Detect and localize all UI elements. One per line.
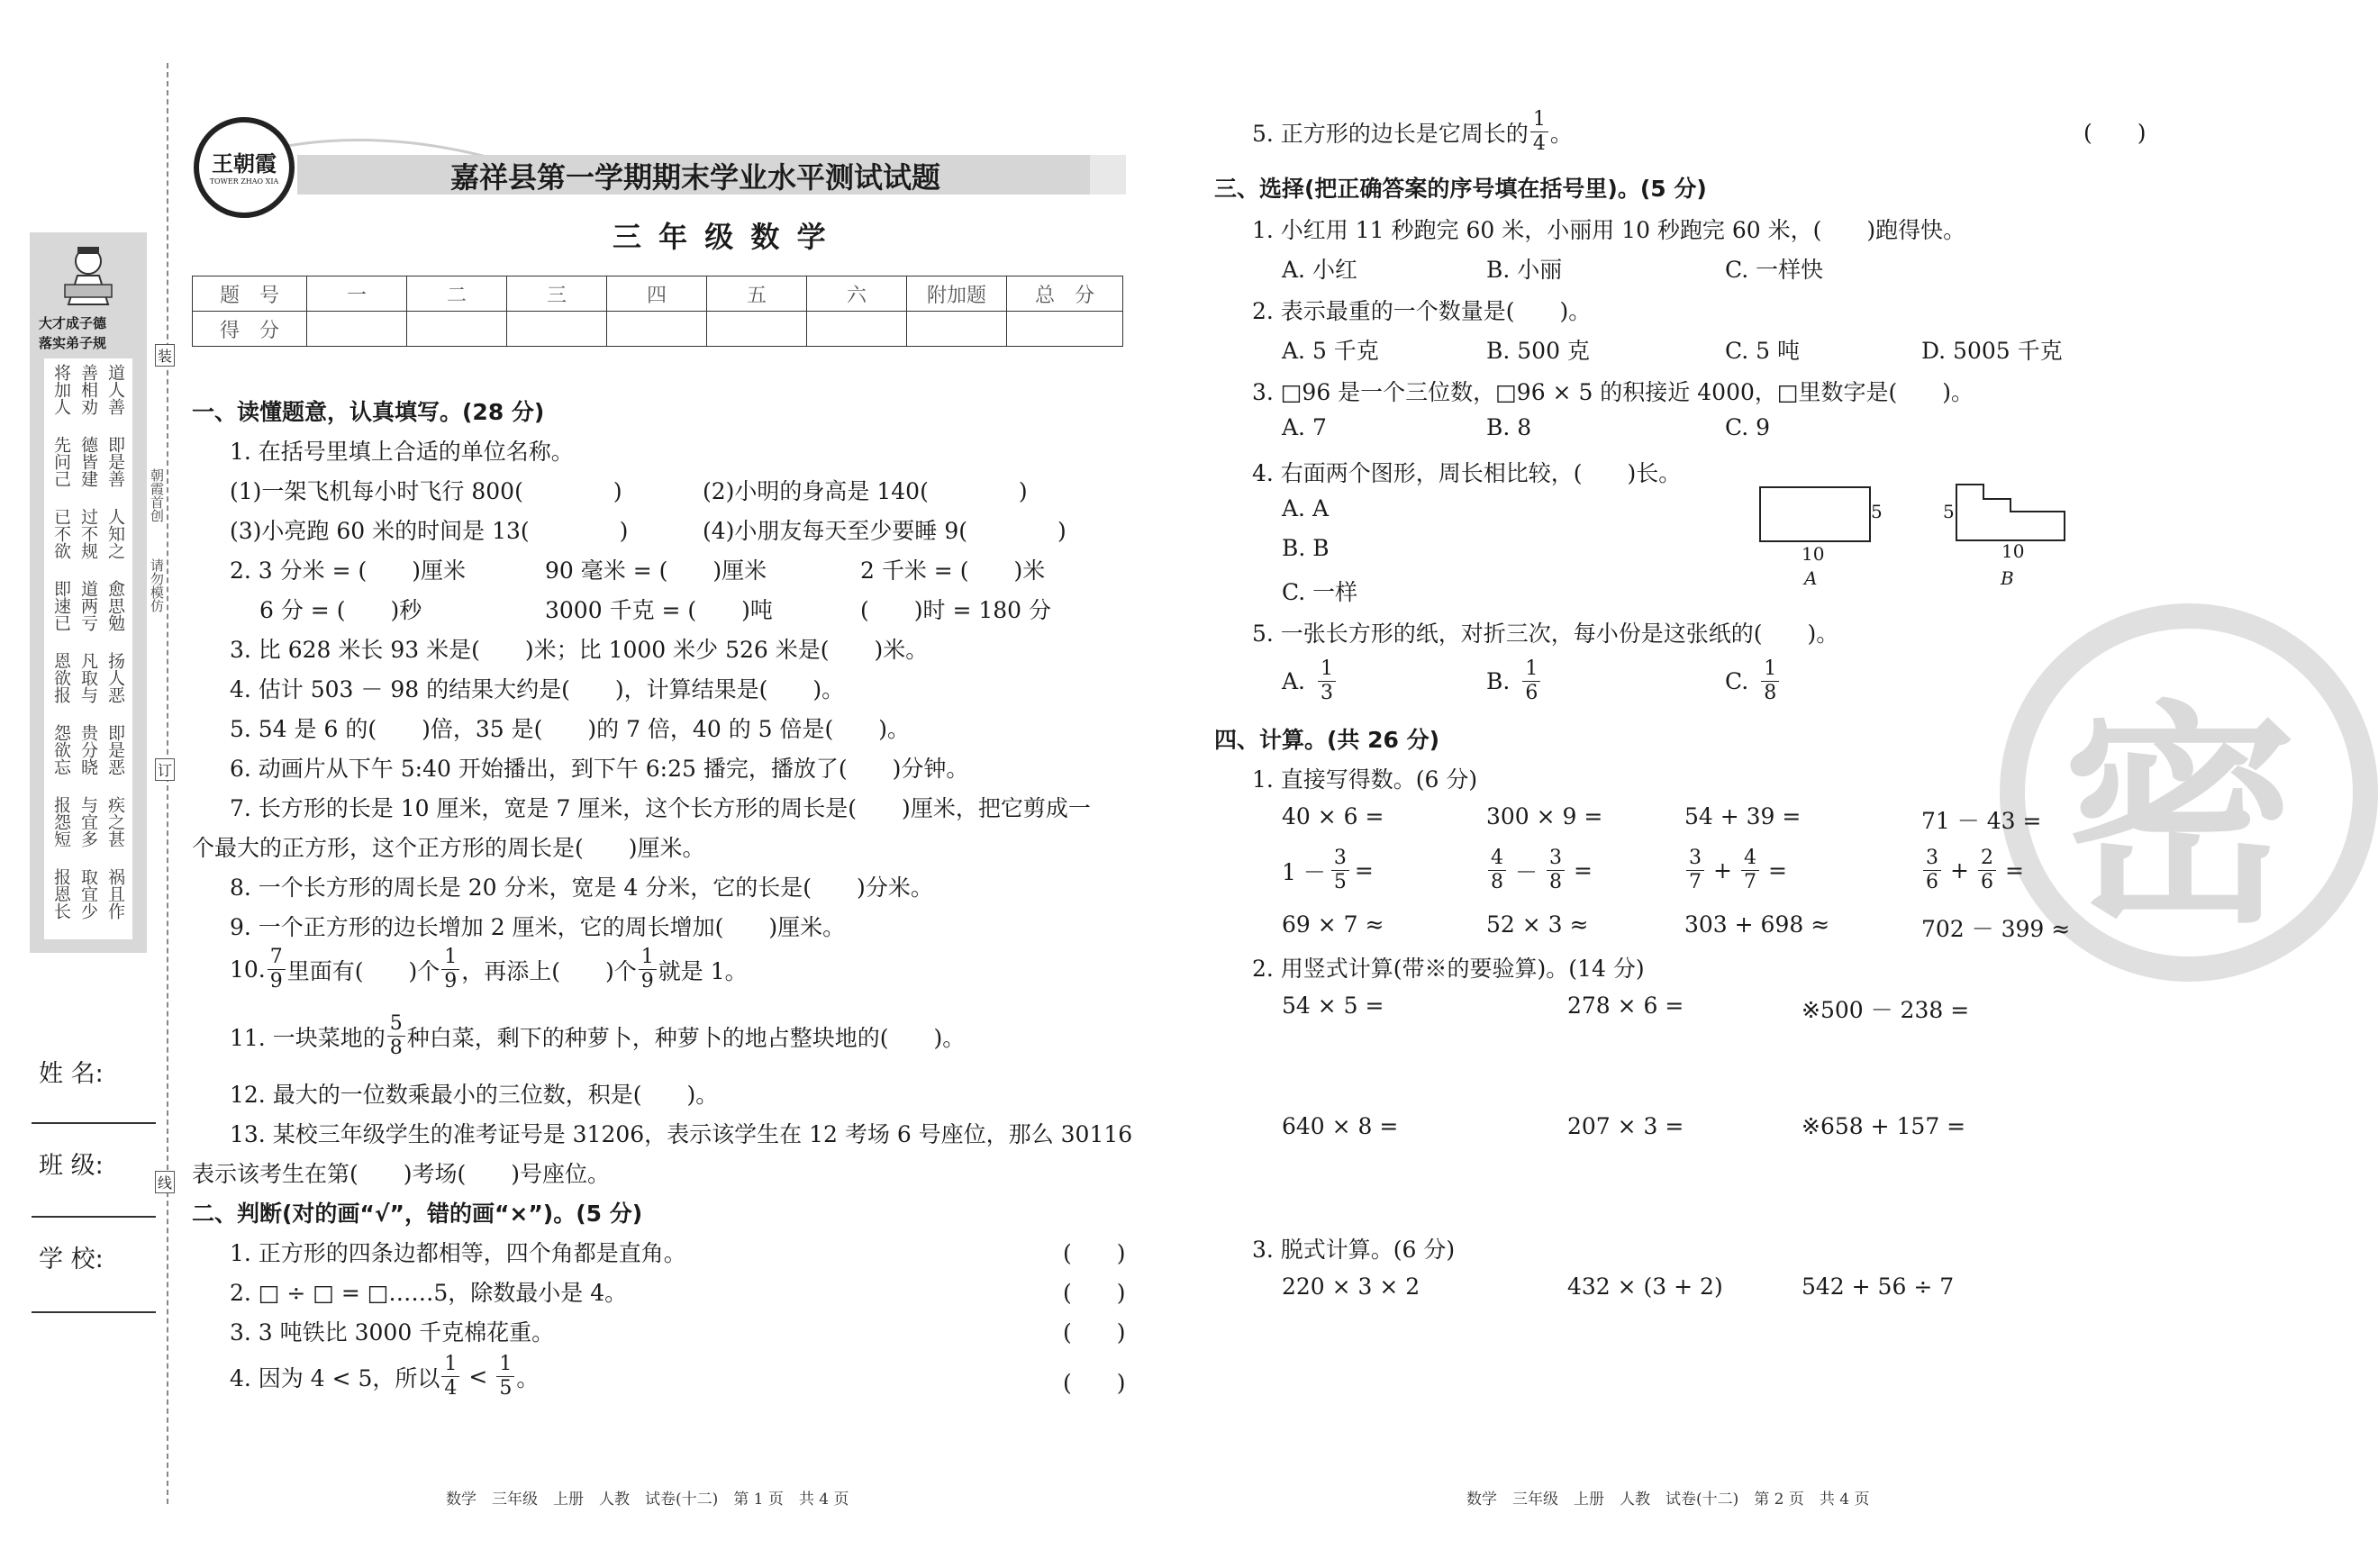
equals: =	[1574, 857, 1593, 884]
calc-1-item: 71 － 43 =	[1921, 808, 2042, 834]
fraction-1-5: $\frac{1}{5}$	[496, 1353, 514, 1400]
choice-2-option-b[interactable]: B. 500 克	[1486, 338, 1590, 364]
score-header-cell: 一	[307, 276, 407, 312]
calc-1-item: 300 × 9 =	[1486, 803, 1603, 829]
calc-2-item: 640 × 8 =	[1282, 1113, 1399, 1139]
score-cell[interactable]	[607, 312, 707, 347]
score-header-cell: 总 分	[1007, 276, 1123, 312]
question-6: 6. 动画片从下午 5:40 开始播出，到下午 6:25 播完，播放了( )分钟。	[230, 756, 969, 782]
fraction-4-7: $\frac{4}{7}$	[1741, 847, 1759, 894]
q11-text-1: 11. 一块菜地的	[230, 1024, 386, 1051]
motto-col: 疾之甚	[105, 796, 125, 847]
motto-title-1: 大才成子德	[39, 315, 107, 331]
q10-text-2: ，再添上( )个	[461, 957, 637, 984]
calc-1-item: 40 × 6 =	[1282, 803, 1384, 829]
choice-1-option-b[interactable]: B. 小丽	[1486, 257, 1563, 283]
choice-3-option-c[interactable]: C. 9	[1725, 414, 1771, 440]
confidential-stamp-char: 密	[2063, 683, 2297, 955]
side-note-chuangzuo: 朝霞首创	[149, 468, 165, 522]
motto-col: 善相劝	[78, 364, 98, 415]
scholar-illustration	[52, 241, 124, 313]
calc-1: 1. 直接写得数。(6 分)	[1252, 766, 1478, 793]
name-label: 姓 名:	[39, 1060, 104, 1088]
figure-a-height-label: 5	[1871, 501, 1883, 522]
choice-1-option-c[interactable]: C. 一样快	[1725, 257, 1824, 283]
motto-col: 道人善	[105, 364, 125, 415]
calc-2-item: 278 × 6 =	[1567, 992, 1684, 1019]
plus: +	[1950, 857, 1969, 884]
question-2-e: 3000 千克 = ( )吨	[545, 597, 773, 623]
calc-1-item: 69 × 7 ≈	[1282, 911, 1384, 938]
q11-text-2: 种白菜，剩下的种萝卜，种萝卜的地占整块地的( )。	[406, 1024, 966, 1051]
question-9: 9. 一个正方形的边长增加 2 厘米，它的周长增加( )厘米。	[230, 914, 846, 940]
motto-col: 恩欲报	[51, 652, 71, 703]
calc-1-fraction-item	[1684, 847, 1787, 894]
choice-4-option-b[interactable]: B. B	[1282, 535, 1330, 561]
binding-line	[167, 63, 168, 1504]
equals: =	[1354, 857, 1374, 884]
score-header-cell: 四	[607, 276, 707, 312]
judge-1: 1. 正方形的四条边都相等，四个角都是直角。	[230, 1240, 686, 1266]
motto-col: 愈思勉	[105, 580, 125, 631]
score-table	[192, 276, 1123, 347]
figure-a-width-label: 10	[1802, 543, 1825, 565]
choice-5-option-a[interactable]	[1282, 657, 1338, 705]
motto-col: 报怨短	[51, 796, 71, 847]
figure-b-height-label: 5	[1943, 501, 1955, 522]
question-2-d: 6 分 = ( )秒	[259, 597, 422, 623]
choice-1: 1. 小红用 11 秒跑完 60 米，小丽用 10 秒跑完 60 米，( )跑得快。	[1252, 217, 1966, 243]
fraction-1-4: $\frac{1}{4}$	[441, 1353, 459, 1400]
answer-paren[interactable]: ( )	[1063, 1280, 1126, 1306]
question-1: 1. 在括号里填上合适的单位名称。	[230, 439, 574, 465]
motto-sidebar	[30, 232, 147, 953]
motto-col: 怨欲忘	[51, 724, 71, 775]
score-cell[interactable]	[1007, 312, 1123, 347]
calc-1-item: 54 + 39 =	[1684, 803, 1802, 829]
section-4-heading: 四、计算。(共 26 分)	[1214, 727, 1440, 753]
question-2-a: 2. 3 分米 = ( )厘米	[230, 557, 467, 584]
motto-col: 先问己	[51, 436, 71, 487]
question-1-3: (3)小亮跑 60 米的时间是 13( )	[230, 518, 629, 544]
motto-col: 人知之	[105, 508, 125, 559]
fraction-1-8: $\frac{1}{8}$	[1761, 657, 1779, 705]
choice-5-option-c[interactable]	[1725, 657, 1781, 705]
judge-3: 3. 3 吨铁比 3000 千克棉花重。	[230, 1319, 555, 1346]
calc-3-item: 220 × 3 × 2	[1282, 1273, 1420, 1300]
fraction-1-4: $\frac{1}{4}$	[1530, 108, 1548, 156]
score-cell[interactable]	[407, 312, 507, 347]
side-note-xian: 线	[155, 1171, 175, 1193]
fraction-1-3: $\frac{1}{3}$	[1318, 657, 1336, 705]
exam-title: 嘉祥县第一学期期末学业水平测试试题	[450, 160, 941, 195]
score-cell[interactable]	[807, 312, 907, 347]
j4-text-3: 。	[516, 1364, 540, 1391]
fraction-2-6: $\frac{2}{6}$	[1978, 847, 1996, 894]
motto-text-panel	[44, 358, 132, 939]
score-header-cell: 附加题	[907, 276, 1007, 312]
score-header-cell: 五	[707, 276, 807, 312]
figure-a-label: A	[1804, 567, 1818, 589]
question-7-line-2: 个最大的正方形，这个正方形的周长是( )厘米。	[192, 835, 705, 861]
score-header-cell: 题 号	[193, 276, 307, 312]
brand-logo-text: 王朝霞	[212, 150, 277, 177]
minus: －	[1515, 858, 1538, 885]
motto-col: 祸且作	[105, 868, 125, 920]
judge-5	[1252, 108, 1573, 156]
calc-3-item: 432 × (3 + 2)	[1567, 1273, 1723, 1300]
choice-1-option-a[interactable]: A. 小红	[1282, 257, 1357, 283]
score-header-cell: 六	[807, 276, 907, 312]
section-1-heading: 一、读懂题意，认真填写。(28 分)	[192, 399, 545, 425]
fraction-1-6: $\frac{1}{6}$	[1522, 657, 1540, 705]
question-13-line-1: 13. 某校三年级学生的准考证号是 31206，表示该学生在 12 考场 6 号座位，那么 30116	[230, 1121, 1133, 1147]
fraction-7-9: $\frac{7}{9}$	[268, 946, 286, 993]
choice-4-option-a[interactable]: A. A	[1282, 495, 1330, 521]
fraction-1-9: $\frac{1}{9}$	[441, 946, 459, 993]
calc-2-item: ※658 + 157 =	[1802, 1113, 1966, 1139]
question-10	[230, 946, 748, 993]
question-13-line-2: 表示该考生在第( )考场( )号座位。	[192, 1161, 611, 1187]
choice-4: 4. 右面两个图形，周长相比较，( )长。	[1252, 460, 1682, 486]
one-minus: 1 －	[1282, 858, 1326, 885]
question-5: 5. 54 是 6 的( )倍，35 是( )的 7 倍，40 的 5 倍是( )。	[230, 716, 910, 742]
calc-2-item: ※500 － 238 =	[1802, 997, 1970, 1023]
j5-text-2: 。	[1549, 120, 1573, 147]
plus: +	[1713, 857, 1732, 884]
motto-col: 过不规	[78, 508, 98, 559]
fraction-3-5: $\frac{3}{5}$	[1331, 847, 1349, 894]
motto-col: 凡取与	[78, 652, 98, 703]
motto-col: 已不欲	[51, 508, 71, 559]
c5-c-label: C.	[1725, 668, 1749, 694]
motto-col: 将加人	[51, 364, 71, 415]
calc-1-fraction-item	[1282, 847, 1374, 894]
calc-1-item: 303 + 698 ≈	[1684, 911, 1830, 938]
score-row-label: 得 分	[193, 312, 307, 347]
fraction-1-9: $\frac{1}{9}$	[639, 946, 657, 993]
motto-col: 即是恶	[105, 724, 125, 775]
brand-logo	[194, 117, 295, 218]
figure-b-label: B	[2001, 567, 2014, 589]
judge-4	[230, 1353, 539, 1400]
calc-1-item: 52 × 3 ≈	[1486, 911, 1589, 938]
choice-3-option-b[interactable]: B. 8	[1486, 414, 1532, 440]
brand-logo-small: TOWER ZHAO XIA	[209, 177, 279, 186]
calc-2-item: 54 × 5 =	[1282, 992, 1384, 1019]
footer-page-2: 数学 三年级 上册 人教 试卷(十二) 第 2 页 共 4 页	[1466, 1491, 1870, 1509]
fraction-3-8: $\frac{3}{8}$	[1547, 847, 1565, 894]
score-header-cell: 二	[407, 276, 507, 312]
side-note-mofang: 请勿模仿	[149, 558, 165, 612]
calc-1-item: 702 － 399 ≈	[1921, 916, 2071, 942]
section-2-heading: 二、判断(对的画“√”，错的画“×”)。(5 分)	[192, 1201, 643, 1227]
motto-col: 即是善	[105, 436, 125, 487]
choice-2-option-d[interactable]: D. 5005 千克	[1921, 338, 2063, 364]
question-4: 4. 估计 503 － 98 的结果大约是( )，计算结果是( )。	[230, 676, 845, 702]
q10-text-1: 里面有( )个	[286, 957, 440, 984]
c5-b-label: B.	[1486, 668, 1511, 694]
side-note-ding: 订	[155, 758, 175, 781]
choice-2-option-a[interactable]: A. 5 千克	[1282, 338, 1379, 364]
choice-5-option-b[interactable]	[1486, 657, 1542, 705]
motto-col: 扬人恶	[105, 652, 125, 703]
class-field[interactable]	[32, 1216, 156, 1218]
choice-4-option-c[interactable]: C. 一样	[1282, 579, 1358, 605]
answer-paren[interactable]: ( )	[1063, 1319, 1126, 1346]
score-cell[interactable]	[907, 312, 1007, 347]
question-1-1: (1)一架飞机每小时飞行 800( )	[230, 478, 622, 504]
side-note-zhuang: 装	[155, 344, 175, 367]
question-11	[230, 1012, 965, 1060]
section-3-heading: 三、选择(把正确答案的序号填在括号里)。(5 分)	[1214, 176, 1707, 202]
calc-3-item: 542 + 56 ÷ 7	[1802, 1273, 1955, 1300]
name-field[interactable]	[32, 1122, 156, 1124]
score-cell[interactable]	[507, 312, 607, 347]
school-field[interactable]	[32, 1311, 156, 1313]
class-label: 班 级:	[39, 1152, 104, 1180]
answer-paren[interactable]: ( )	[1063, 1370, 1126, 1396]
question-7-line-1: 7. 长方形的长是 10 厘米，宽是 7 厘米，这个长方形的周长是( )厘米，把它剪成一	[230, 795, 1091, 821]
motto-col: 道两亏	[78, 580, 98, 631]
c5-a-label: A.	[1282, 668, 1306, 694]
answer-paren[interactable]: ( )	[1063, 1240, 1126, 1266]
score-cell[interactable]	[707, 312, 807, 347]
score-table-score-row	[193, 312, 1123, 347]
motto-col: 贵分晓	[78, 724, 98, 775]
q10-text-3: 就是 1。	[658, 957, 748, 984]
choice-3-option-a[interactable]: A. 7	[1282, 414, 1327, 440]
figure-b-stepped-shape	[1955, 483, 2068, 542]
subject-title: 三 年 级 数 学	[613, 220, 830, 254]
motto-col: 取宜少	[78, 868, 98, 920]
choice-3: 3. □96 是一个三位数，□96 × 5 的积接近 4000，□里数字是( )。	[1252, 379, 1974, 405]
question-8: 8. 一个长方形的周长是 20 分米，宽是 4 分米，它的长是( )分米。	[230, 875, 933, 901]
choice-5: 5. 一张长方形的纸，对折三次，每小份是这张纸的( )。	[1252, 621, 1839, 647]
question-1-2: (2)小明的身高是 140( )	[703, 478, 1028, 504]
answer-paren[interactable]: ( )	[2083, 120, 2147, 146]
motto-col: 德皆建	[78, 436, 98, 487]
q10-num: 10.	[230, 956, 266, 983]
fraction-3-7: $\frac{3}{7}$	[1686, 847, 1704, 894]
choice-2: 2. 表示最重的一个数量是( )。	[1252, 298, 1592, 324]
question-2-c: 2 千米 = ( )米	[860, 557, 1046, 584]
calc-1-fraction-item	[1486, 847, 1593, 894]
motto-col: 与宜多	[78, 796, 98, 847]
motto-title-2: 落实弟子规	[39, 335, 107, 351]
question-2-f: ( )时 = 180 分	[860, 597, 1052, 623]
fraction-4-8: $\frac{4}{8}$	[1488, 847, 1506, 894]
score-cell[interactable]	[307, 312, 407, 347]
question-2-b: 90 毫米 = ( )厘米	[545, 557, 767, 584]
footer-page-1: 数学 三年级 上册 人教 试卷(十二) 第 1 页 共 4 页	[446, 1491, 849, 1509]
question-1-4: (4)小朋友每天至少要睡 9( )	[703, 518, 1066, 544]
judge-2: 2. □ ÷ □ = □……5，除数最小是 4。	[230, 1280, 628, 1306]
calc-3: 3. 脱式计算。(6 分)	[1252, 1237, 1456, 1263]
motto-col: 即速已	[51, 580, 71, 631]
fraction-3-6: $\frac{3}{6}$	[1923, 847, 1941, 894]
calc-1-fraction-item	[1921, 847, 2024, 894]
question-3: 3. 比 628 米长 93 米是( )米；比 1000 米少 526 米是( )米。	[230, 637, 929, 663]
j4-text-1: 4. 因为 4 < 5，所以	[230, 1364, 440, 1391]
calc-2-item: 207 × 3 =	[1567, 1113, 1684, 1139]
school-label: 学 校:	[39, 1246, 104, 1273]
score-header-cell: 三	[507, 276, 607, 312]
fraction-5-8: $\frac{5}{8}$	[387, 1012, 405, 1060]
equals: =	[1767, 857, 1787, 884]
j4-lt: <	[468, 1364, 488, 1390]
equals: =	[2004, 857, 2024, 884]
j5-text-1: 5. 正方形的边长是它周长的	[1252, 120, 1529, 147]
figure-a-rectangle	[1759, 486, 1871, 542]
calc-2: 2. 用竖式计算(带※的要验算)。(14 分)	[1252, 956, 1645, 982]
figure-b-width-label: 10	[2001, 540, 2025, 562]
motto-col: 报恩长	[51, 868, 71, 920]
score-table-header-row	[193, 276, 1123, 312]
choice-2-option-c[interactable]: C. 5 吨	[1725, 338, 1800, 364]
question-12: 12. 最大的一位数乘最小的三位数，积是( )。	[230, 1082, 719, 1108]
